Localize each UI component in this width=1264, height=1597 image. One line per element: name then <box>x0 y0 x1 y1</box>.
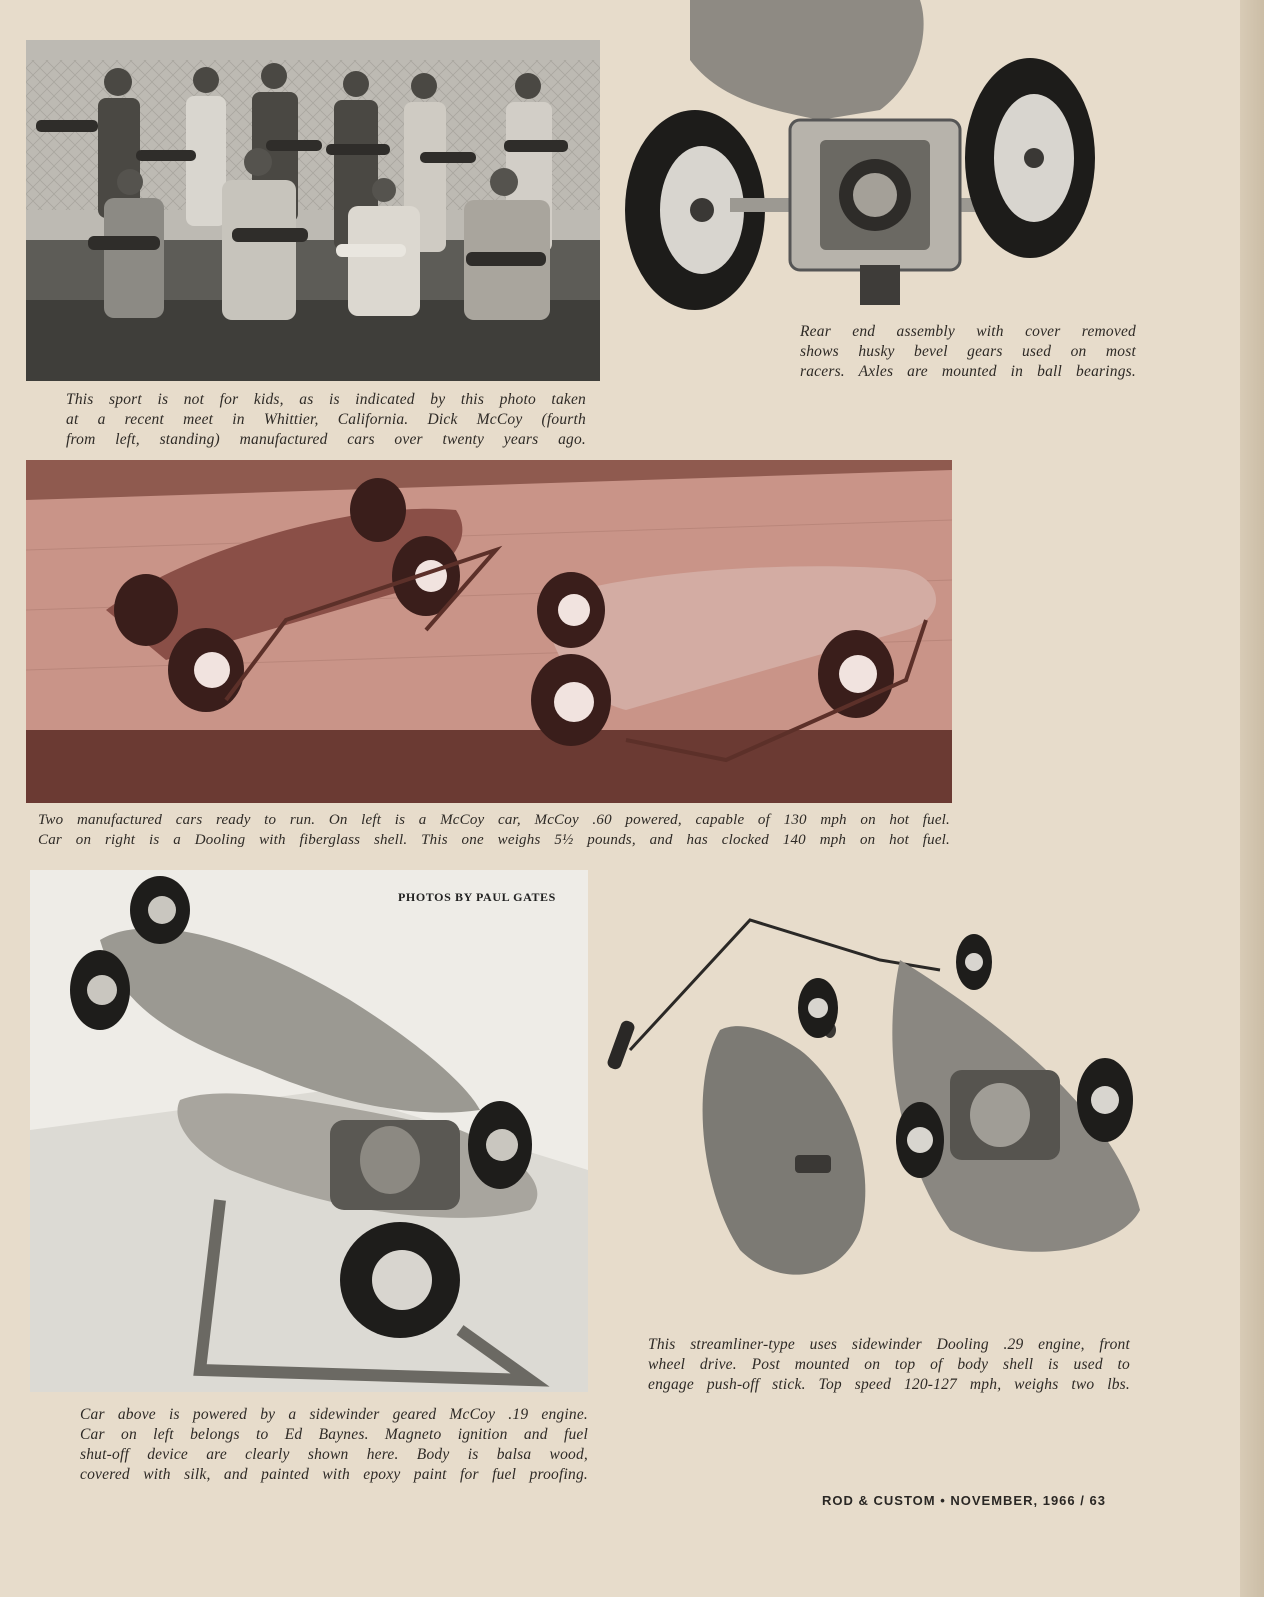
caption-line: shows husky bevel gears used on most <box>800 343 1136 360</box>
caption-line: wheel drive. Post mounted on top of body shell is used to <box>648 1356 1130 1373</box>
mccoy-car-photo <box>30 870 588 1392</box>
two-cars-photo <box>26 460 952 803</box>
caption-line: Two manufactured cars ready to run. On left is a McCoy car, McCoy .60 powered, capable of 130 mph on hot fuel. <box>38 812 950 828</box>
caption-line: from left, standing) manufactured cars over twenty years ago. <box>66 431 586 448</box>
caption-line: Car above is powered by a sidewinder geared McCoy .19 engine. <box>80 1406 588 1423</box>
caption-line: at a recent meet in Whittier, California. Dick McCoy (fourth <box>66 411 586 428</box>
caption-line: racers. Axles are mounted in ball bearings. <box>800 363 1136 380</box>
two-cars-caption <box>38 810 950 850</box>
caption-line: This sport is not for kids, as is indicated by this photo taken <box>66 391 586 408</box>
caption-line: covered with silk, and painted with epoxy paint for fuel proofing. <box>80 1466 588 1483</box>
caption-line: Rear end assembly with cover removed <box>800 323 1136 340</box>
rear-end-caption <box>800 322 1136 382</box>
caption-line: This streamliner-type uses sidewinder Dooling .29 engine, front <box>648 1336 1130 1353</box>
photo-credit: PHOTOS BY PAUL GATES <box>398 890 556 904</box>
streamliner-caption <box>648 1335 1130 1395</box>
mccoy-car-caption <box>80 1405 588 1485</box>
rear-end-photo <box>620 0 1240 315</box>
caption-line: shut-off device are clearly shown here. Body is balsa wood, <box>80 1446 588 1463</box>
group-photo <box>26 40 600 381</box>
caption-line: engage push-off stick. Top speed 120-127 mph, weighs two lbs. <box>648 1376 1130 1393</box>
streamliner-photo <box>600 900 1160 1290</box>
caption-line: Car on left belongs to Ed Baynes. Magneto ignition and fuel <box>80 1426 588 1443</box>
page-folio: ROD & CUSTOM • NOVEMBER, 1966 / 63 <box>822 1493 1106 1508</box>
page-edge <box>1240 0 1264 1597</box>
caption-line: Car on right is a Dooling with fiberglass shell. This one weighs 5½ pounds, and has clocked 140 mph on hot fuel. <box>38 832 950 848</box>
group-photo-caption <box>66 390 586 450</box>
